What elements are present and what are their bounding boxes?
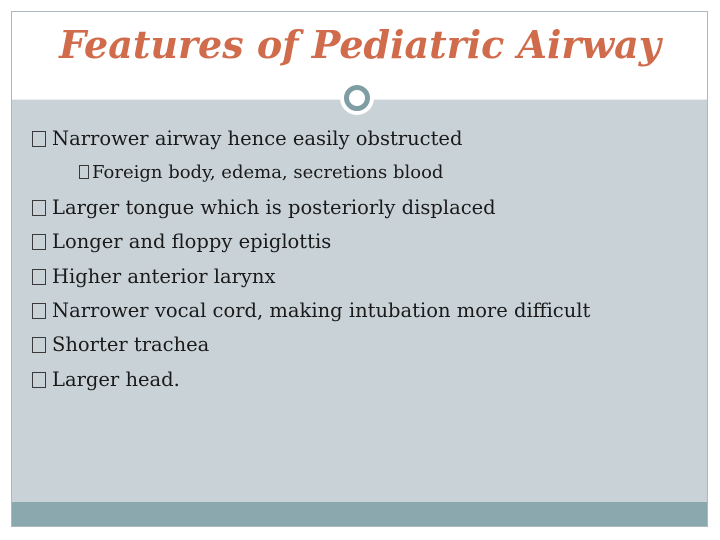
bullet-item bbox=[32, 122, 692, 156]
bullet-text: Shorter trachea bbox=[52, 333, 210, 357]
square-bullet-icon bbox=[32, 269, 46, 285]
bullet-item bbox=[32, 294, 692, 328]
sub-bullet-text: Foreign body, edema, secretions blood bbox=[92, 162, 444, 184]
bullet-item bbox=[32, 191, 692, 225]
bullet-text: Larger tongue which is posteriorly displaced bbox=[52, 195, 496, 219]
square-bullet-icon bbox=[32, 303, 46, 319]
circle-ring bbox=[344, 85, 370, 111]
bullet-text: Longer and floppy epiglottis bbox=[52, 230, 332, 254]
bullet-item bbox=[32, 328, 692, 362]
footer-bar bbox=[12, 502, 707, 526]
square-bullet-icon bbox=[32, 234, 46, 250]
sub-bullet-item bbox=[32, 156, 692, 190]
bullet-item bbox=[32, 225, 692, 259]
bullet-text: Narrower airway hence easily obstructed bbox=[52, 127, 463, 150]
bullet-item bbox=[32, 260, 692, 294]
square-bullet-icon bbox=[32, 372, 46, 388]
square-bullet-icon bbox=[32, 200, 46, 216]
square-bullet-icon bbox=[32, 131, 46, 147]
square-bullet-icon bbox=[32, 337, 46, 353]
bullet-item bbox=[32, 363, 692, 397]
bullet-text: Larger head. bbox=[52, 367, 180, 391]
bullet-text: Higher anterior larynx bbox=[52, 264, 276, 288]
circle-divider-icon bbox=[340, 81, 374, 115]
bullet-text: Narrower vocal cord, making intubation more difficult bbox=[52, 298, 591, 322]
bullet-list bbox=[32, 122, 692, 397]
slide-title: Features of Pediatric Airway bbox=[59, 22, 661, 67]
square-bullet-icon bbox=[79, 165, 89, 179]
